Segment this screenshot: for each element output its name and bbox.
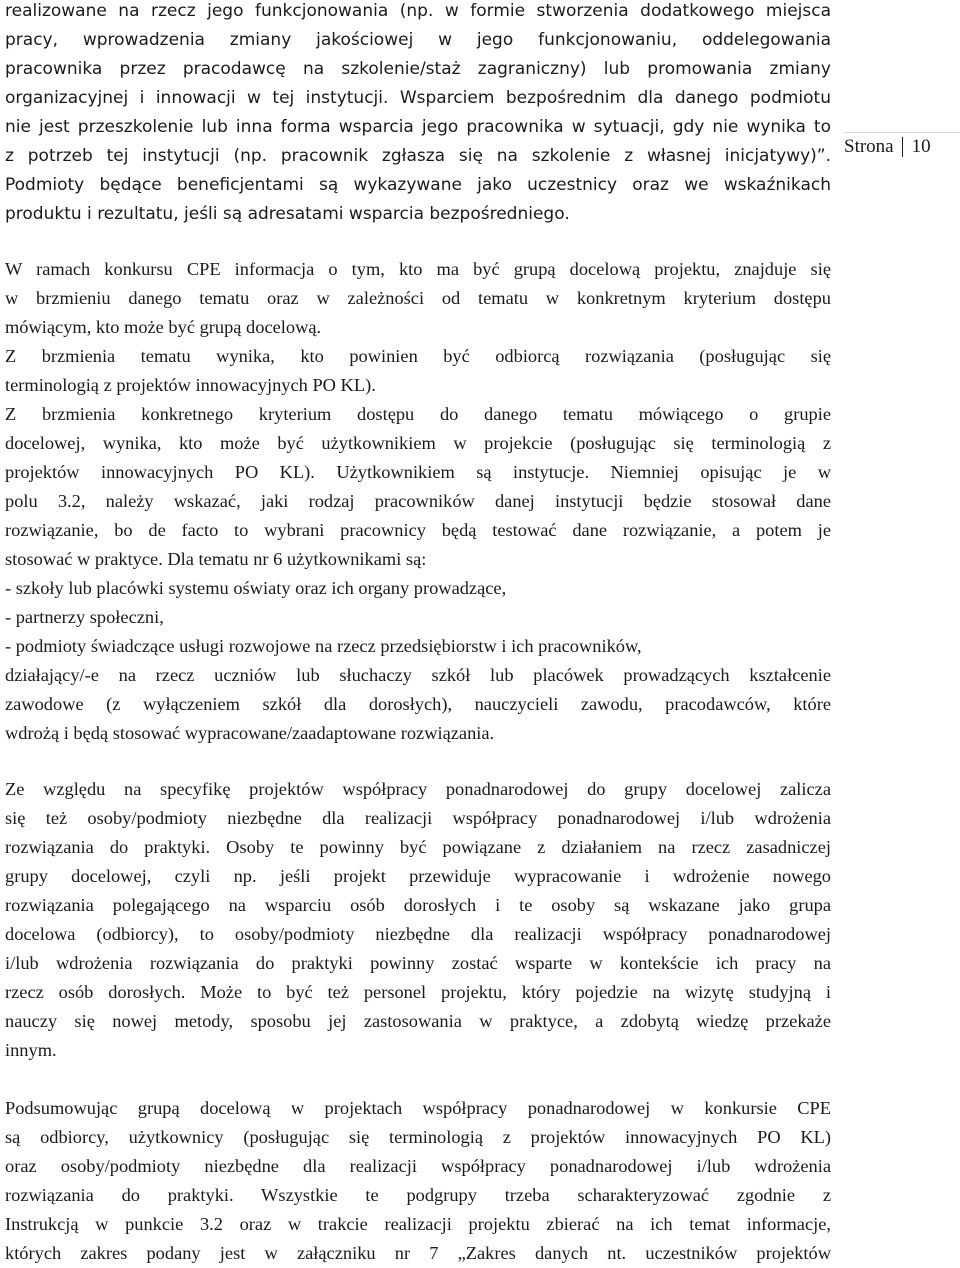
- text-line: stosować w praktyce. Dla tematu nr 6 użytkownikami są:: [5, 549, 427, 569]
- paragraph-direct-support: [5, 0, 831, 229]
- list-item: - szkoły lub placówki systemu oświaty oraz ich organy prowadzące,: [5, 578, 507, 598]
- text-line: nie jest przeszkolenie lub inna forma wsparcia jego pracownika w sytuacji, gdy nie wynika to: [5, 117, 831, 137]
- text-line: i/lub wdrożenia rozwiązania do praktyki powinny zostać wsparte w kontekście ich pracy na: [5, 953, 831, 973]
- paragraph-target-group-cpe: [5, 255, 831, 748]
- text-line: są odbiorcy, użytkownicy (posługując się terminologią z projektów innowacyjnych PO KL): [5, 1127, 831, 1147]
- text-line: polu 3.2, należy wskazać, jaki rodzaj pracowników danej instytucji będzie stosował dane: [5, 491, 831, 511]
- text-line: Podsumowując grupą docelową w projektach współpracy ponadnarodowej w konkursie CPE: [5, 1098, 831, 1118]
- paragraph-summary: [5, 1094, 831, 1268]
- text-line: rzecz osób dorosłych. Może to być też personel projektu, który pojedzie na wizytę studyjną i: [5, 982, 831, 1002]
- text-line: Podmioty będące beneficjentami są wykazywane jako uczestnicy oraz we wskaźnikach: [5, 175, 831, 195]
- text-line: się też osoby/podmioty niezbędne dla realizacji współpracy ponadnarodowej i/lub wdrożenia: [5, 808, 831, 828]
- text-line: projektów innowacyjnych PO KL). Użytkownikiem są instytucje. Niemniej opisując je w: [5, 462, 831, 482]
- page-label-rule: [843, 132, 960, 133]
- text-line: rozwiązania polegającego na wsparciu osób dorosłych i te osoby są wskazane jako grupa: [5, 895, 831, 915]
- text-line: terminologią z projektów innowacyjnych PO KL).: [5, 375, 376, 395]
- text-line: realizowane na rzecz jego funkcjonowania (np. w formie stworzenia dodatkowego miejsca: [5, 1, 831, 21]
- text-line: rozwiązanie, bo de facto to wybrani pracownicy będą testować dane rozwiązanie, a potem je: [5, 520, 831, 540]
- text-line: organizacyjnej i innowacji w tej instytucji. Wsparciem bezpośrednim dla danego podmiotu: [5, 88, 831, 108]
- text-line: pracy, wprowadzenia zmiany jakościowej w jego funkcjonowaniu, oddelegowania: [5, 30, 831, 50]
- text-line: oraz osoby/podmioty niezbędne dla realizacji współpracy ponadnarodowej i/lub wdrożenia: [5, 1156, 831, 1176]
- text-line: Ze względu na specyfikę projektów współpracy ponadnarodowej do grupy docelowej zalicza: [5, 779, 831, 799]
- text-line: Z brzmienia konkretnego kryterium dostępu do danego tematu mówiącego o grupie: [5, 404, 831, 424]
- text-line: Instrukcją w punkcie 3.2 oraz w trakcie realizacji projektu zbierać na ich temat informacje,: [5, 1214, 831, 1234]
- text-line: z potrzeb tej instytucji (np. pracownik zgłasza się na szkolenie z własnej inicjatywy)”.: [5, 146, 831, 166]
- text-line: Z brzmienia tematu wynika, kto powinien być odbiorcą rozwiązania (posługując się: [5, 346, 831, 366]
- text-line: nauczy się nowej metody, sposobu jej zastosowania w praktyce, a zdobytą wiedzę przekaże: [5, 1011, 831, 1031]
- text-line: rozwiązania do praktyki. Wszystkie te podgrupy trzeba scharakteryzować zgodnie z: [5, 1185, 831, 1205]
- text-line: W ramach konkursu CPE informacja o tym, kto ma być grupą docelową projektu, znajduje się: [5, 259, 831, 279]
- page-label-separator: [902, 137, 903, 157]
- text-line: działający/-e na rzecz uczniów lub słuchaczy szkół lub placówek prowadzących kształcenie: [5, 665, 831, 685]
- text-line: innym.: [5, 1040, 57, 1060]
- text-line: pracownika przez pracodawcę na szkolenie/staż zagraniczny) lub promowania zmiany: [5, 59, 831, 79]
- text-line: docelowa (odbiorcy), to osoby/podmioty niezbędne dla realizacji współpracy ponadnarodowej: [5, 924, 831, 944]
- page-label-word: Strona: [844, 136, 894, 157]
- paragraph-transnational-cooperation: [5, 775, 831, 1065]
- page-number-label: [843, 132, 960, 162]
- text-line: grupy docelowej, czyli np. jeśli projekt przewiduje wypracowanie i wdrożenie nowego: [5, 866, 831, 886]
- list-item: - podmioty świadczące usługi rozwojowe na rzecz przedsiębiorstw i ich pracowników,: [5, 636, 642, 656]
- list-item: - partnerzy społeczni,: [5, 607, 164, 627]
- text-line: produktu i rezultatu, jeśli są adresatami wsparcia bezpośredniego.: [5, 204, 570, 224]
- text-line: rozwiązania do praktyki. Osoby te powinny być powiązane z działaniem na rzecz zasadniczej: [5, 837, 831, 857]
- text-line: wdrożą i będą stosować wypracowane/zaadaptowane rozwiązania.: [5, 723, 495, 743]
- text-line: zawodowe (z wyłączeniem szkół dla dorosłych), nauczycieli zawodu, pracodawców, które: [5, 694, 831, 714]
- text-line: których zakres podany jest w załączniku nr 7 „Zakres danych nt. uczestników projektów: [5, 1243, 831, 1263]
- text-line: w brzmieniu danego tematu oraz w zależności od tematu w konkretnym kryterium dostępu: [5, 288, 831, 308]
- text-line: mówiącym, kto może być grupą docelową.: [5, 317, 322, 337]
- text-line: docelowej, wynika, kto może być użytkownikiem w projekcie (posługując się terminologią z: [5, 433, 831, 453]
- page-number: 10: [911, 136, 931, 157]
